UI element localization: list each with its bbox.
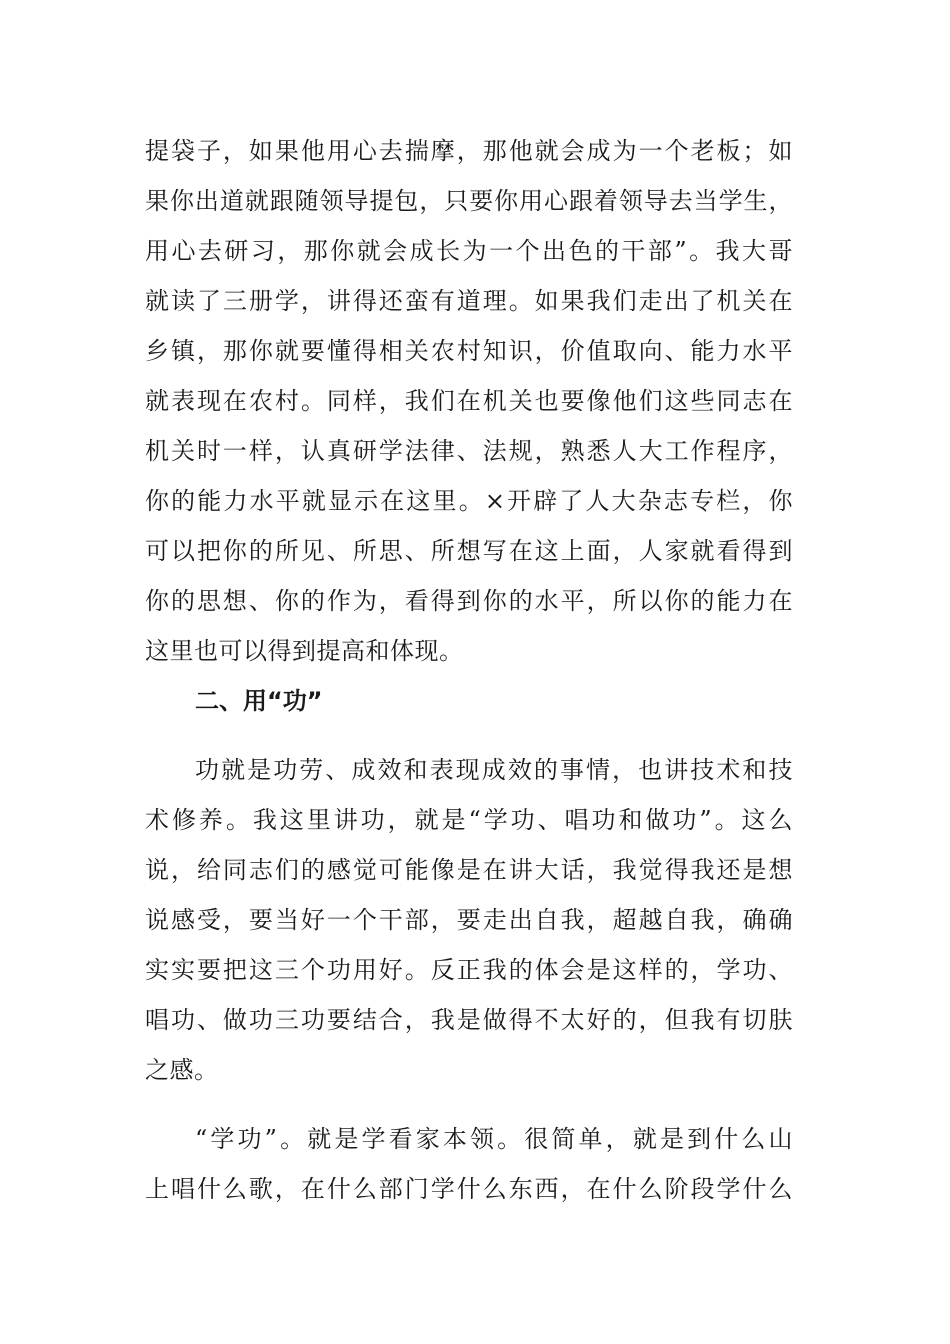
text-line: 这里也可以得到提高和体现。 xyxy=(145,637,464,665)
text-line: 实实要把这三个功用好。反正我的体会是这样的，学功、 xyxy=(145,956,793,984)
text-line: 可以把你的所见、所思、所想写在这上面，人家就看得到 xyxy=(145,537,793,565)
text-line: 术修养。我这里讲功，就是“学功、唱功和做功”。这么 xyxy=(145,806,793,834)
text-line: 说，给同志们的感觉可能像是在讲大话，我觉得我还是想 xyxy=(145,856,793,884)
text-line: 说感受，要当好一个干部，要走出自我，超越自我，确确 xyxy=(145,906,793,934)
text-line: 用心去研习，那你就会成长为一个出色的干部”。我大哥 xyxy=(145,237,793,265)
text-line: 你的能力水平就显示在这里。×开辟了人大杂志专栏，你 xyxy=(145,487,793,515)
text-line: 你的思想、你的作为，看得到你的水平，所以你的能力在 xyxy=(145,587,793,615)
section-heading: 二、用“功” xyxy=(195,687,323,715)
text-line: 乡镇，那你就要懂得相关农村知识，价值取向、能力水平 xyxy=(145,337,793,365)
text-line: 果你出道就跟随领导提包，只要你用心跟着领导去当学生， xyxy=(145,187,793,215)
text-line: 就表现在农村。同样，我们在机关也要像他们这些同志在 xyxy=(145,387,793,415)
text-line: 之感。 xyxy=(145,1056,219,1084)
text-line: 就读了三册学，讲得还蛮有道理。如果我们走出了机关在 xyxy=(145,287,793,315)
text-line: 上唱什么歌，在什么部门学什么东西，在什么阶段学什么 xyxy=(145,1175,793,1203)
text-line: “学功”。就是学看家本领。很简单，就是到什么山 xyxy=(195,1125,793,1153)
text-line: 唱功、做功三功要结合，我是做得不太好的，但我有切肤 xyxy=(145,1006,793,1034)
text-line: 提袋子，如果他用心去揣摩，那他就会成为一个老板；如 xyxy=(145,137,793,165)
text-line: 机关时一样，认真研学法律、法规，熟悉人大工作程序， xyxy=(145,437,793,465)
text-line: 功就是功劳、成效和表现成效的事情，也讲技术和技 xyxy=(195,756,793,784)
